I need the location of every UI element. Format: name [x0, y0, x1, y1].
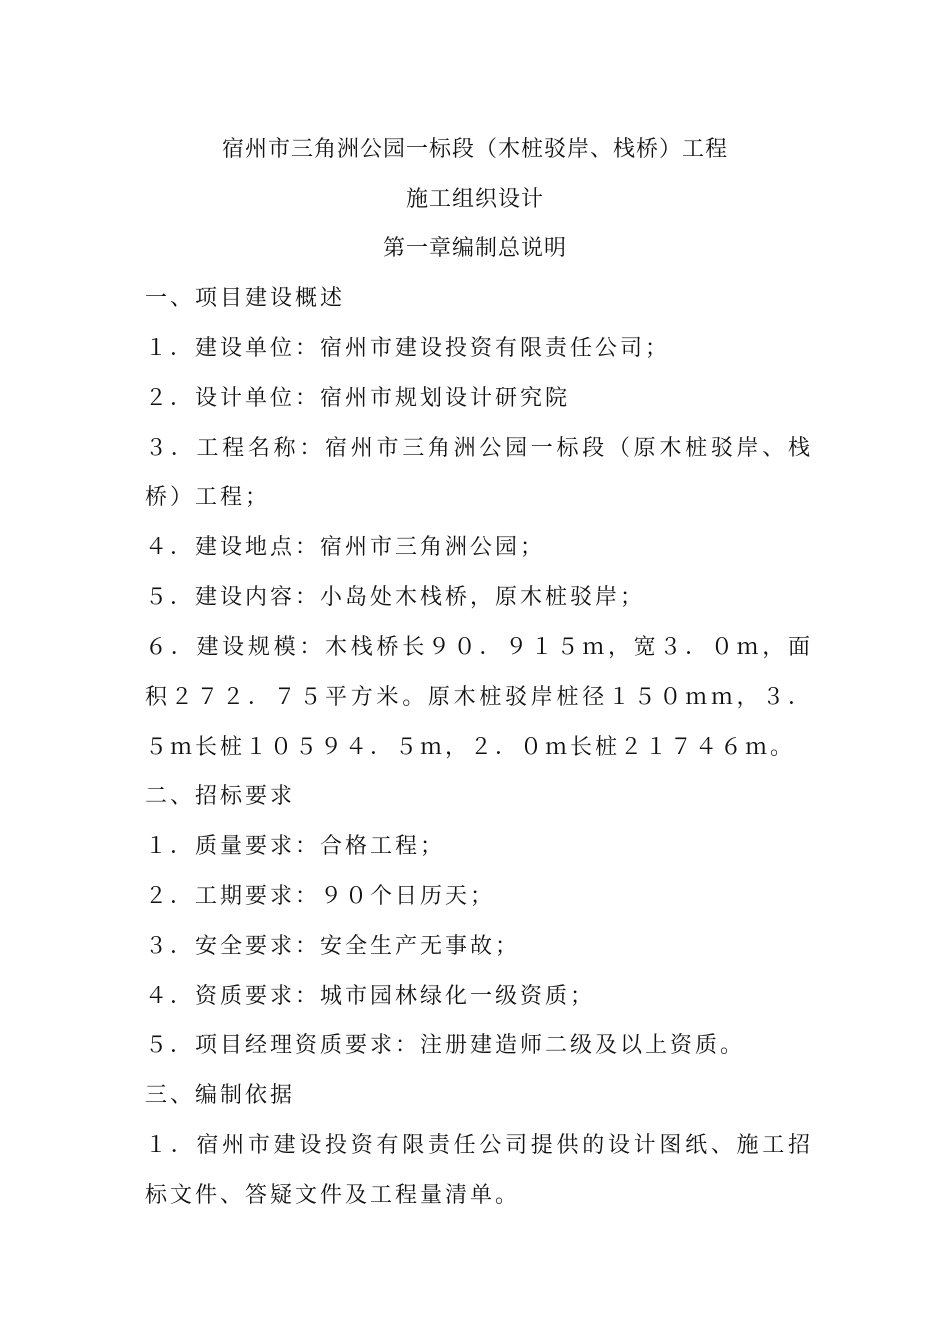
paragraph-content: ５．建设内容：小岛处木栈桥，原木桩驳岸；	[145, 585, 646, 610]
paragraph-basis-line2: 标文件、答疑文件及工程量清单。	[145, 1183, 521, 1208]
paragraph-manager-qualification: ５．项目经理资质要求：注册建造师二级及以上资质。	[145, 1033, 746, 1058]
paragraph-project-name-line2: 桥）工程；	[145, 485, 271, 510]
paragraph-design-unit: ２．设计单位：宿州市规划设计研究院	[145, 386, 571, 411]
paragraph-qualification: ４．资质要求：城市园林绿化一级资质；	[145, 984, 596, 1009]
paragraph-scale-line1: ６．建设规模：木栈桥长９０．９１５ｍ，宽３．０ｍ，面	[145, 635, 810, 660]
paragraph-scale-line2: 积２７２．７５平方米。原木桩驳岸桩径１５０ｍｍ，３．	[145, 685, 810, 710]
paragraph-scale-line3: ５ｍ长桩１０５９４．５ｍ，２．０ｍ长桩２１７４６ｍ。	[145, 735, 796, 760]
section-heading-bidding: 二、招标要求	[145, 784, 296, 809]
document-subtitle: 施工组织设计	[405, 187, 544, 212]
paragraph-basis-line1: １．宿州市建设投资有限责任公司提供的设计图纸、施工招	[145, 1133, 810, 1158]
paragraph-location: ４．建设地点：宿州市三角洲公园；	[145, 535, 546, 560]
paragraph-construction-unit: １．建设单位：宿州市建设投资有限责任公司；	[145, 336, 671, 361]
section-heading-overview: 一、项目建设概述	[145, 286, 346, 311]
paragraph-quality: １．质量要求：合格工程；	[145, 834, 446, 859]
document-title: 宿州市三角洲公园一标段（木桩驳岸、栈桥）工程	[221, 137, 728, 162]
paragraph-safety: ３．安全要求：安全生产无事故；	[145, 934, 521, 959]
paragraph-project-name-line1: ３．工程名称：宿州市三角洲公园一标段（原木桩驳岸、栈	[145, 436, 810, 461]
section-heading-basis: 三、编制依据	[145, 1083, 296, 1108]
paragraph-schedule: ２．工期要求：９０个日历天；	[145, 884, 496, 909]
chapter-title: 第一章编制总说明	[382, 236, 567, 261]
